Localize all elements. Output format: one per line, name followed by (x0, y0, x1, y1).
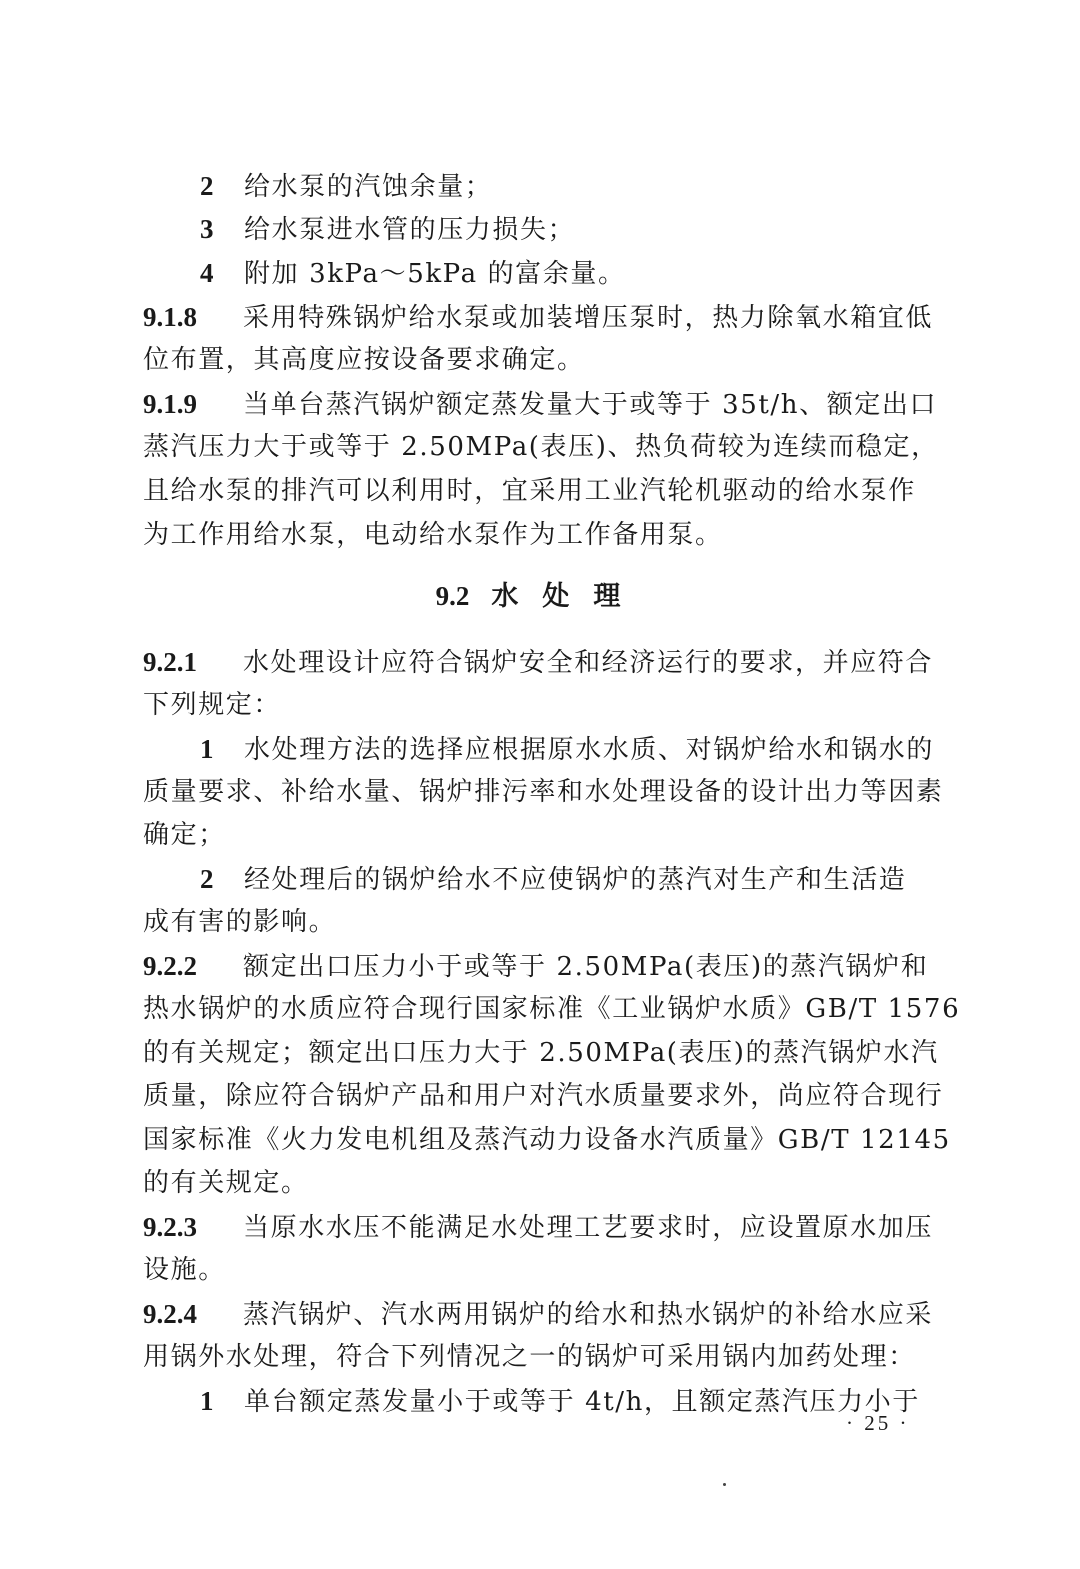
clause-number: 9.1.8 (143, 302, 197, 332)
clause-number: 9.2.1 (143, 647, 197, 677)
clause-number: 9.2.2 (143, 951, 197, 981)
item-number: 1 (200, 734, 214, 764)
clause-continuation (143, 818, 949, 852)
clause-text: 蒸汽锅炉、汽水两用锅炉的给水和热水锅炉的补给水应采 (243, 1300, 934, 1330)
clause-text: 蒸汽压力大于或等于 2.50MPa(表压)、热负荷较为连续而稳定， (143, 432, 939, 462)
clause-number: 9.2.4 (143, 1299, 197, 1329)
clause-continuation (143, 992, 961, 1026)
clause-text: 质量，除应符合锅炉产品和用户对汽水质量要求外，尚应符合现行 (143, 1081, 944, 1111)
clause-continuation (143, 474, 949, 508)
clause-continuation (143, 343, 949, 377)
clause-line (143, 1297, 949, 1332)
list-item (200, 212, 949, 247)
clause-continuation (143, 688, 949, 722)
list-item (200, 1384, 949, 1419)
clause-text: 确定； (143, 820, 226, 850)
clause-continuation (143, 1123, 949, 1157)
item-text: 水处理方法的选择应根据原水水质、对锅炉给水和锅水的 (244, 735, 935, 765)
clause-text: 的有关规定。 (143, 1168, 309, 1198)
section-title: 水处理 (491, 581, 645, 612)
section-heading (0, 579, 1080, 614)
clause-continuation (143, 905, 949, 939)
clause-continuation (143, 1166, 949, 1200)
page-number: · 25 · (846, 1411, 910, 1435)
clause-text: 水处理设计应符合锅炉安全和经济运行的要求，并应符合 (243, 648, 934, 678)
item-text: 附加 3kPa～5kPa 的富余量。 (244, 259, 626, 289)
clause-text: 当原水水压不能满足水处理工艺要求时，应设置原水加压 (243, 1213, 934, 1243)
clause-line (143, 949, 949, 984)
clause-continuation (143, 1079, 949, 1113)
item-number: 3 (200, 214, 214, 244)
clause-continuation (143, 430, 949, 464)
clause-text: 的有关规定；额定出口压力大于 2.50MPa(表压)的蒸汽锅炉水汽 (143, 1038, 939, 1068)
item-number: 4 (200, 258, 214, 288)
clause-continuation (143, 775, 949, 809)
clause-text: 为工作用给水泵，电动给水泵作为工作备用泵。 (143, 520, 723, 550)
clause-text: 当单台蒸汽锅炉额定蒸发量大于或等于 35t/h、额定出口 (243, 390, 938, 420)
clause-text: 设施。 (143, 1255, 226, 1285)
clause-text: 下列规定： (143, 690, 282, 720)
clause-line (143, 300, 949, 335)
clause-continuation (143, 518, 949, 552)
list-item (200, 862, 949, 897)
list-item (200, 256, 949, 291)
clause-text: 成有害的影响。 (143, 907, 337, 937)
section-number: 9.2 (435, 581, 470, 611)
clause-text: 质量要求、补给水量、锅炉排污率和水处理设备的设计出力等因素 (143, 777, 944, 807)
clause-continuation (143, 1253, 949, 1287)
item-number: 1 (200, 1386, 214, 1416)
item-text: 给水泵的汽蚀余量； (244, 172, 493, 202)
item-text: 给水泵进水管的压力损失； (244, 215, 576, 245)
clause-line (143, 645, 949, 680)
scan-speck (723, 1483, 726, 1486)
clause-line (143, 1210, 949, 1245)
clause-number: 9.2.3 (143, 1212, 197, 1242)
item-text: 经处理后的锅炉给水不应使锅炉的蒸汽对生产和生活造 (244, 865, 907, 895)
clause-line (143, 387, 949, 422)
clause-continuation (143, 1036, 949, 1070)
clause-text: 用锅外水处理，符合下列情况之一的锅炉可采用锅内加药处理： (143, 1342, 916, 1372)
list-item (200, 732, 949, 767)
item-number: 2 (200, 864, 214, 894)
list-item (200, 169, 949, 204)
clause-text: 采用特殊锅炉给水泵或加装增压泵时，热力除氧水箱宜低 (243, 303, 934, 333)
clause-text: 额定出口压力小于或等于 2.50MPa(表压)的蒸汽锅炉和 (243, 952, 929, 982)
clause-text: 位布置，其高度应按设备要求确定。 (143, 345, 585, 375)
item-number: 2 (200, 171, 214, 201)
clause-number: 9.1.9 (143, 389, 197, 419)
clause-continuation (143, 1340, 949, 1374)
clause-text: 国家标准《火力发电机组及蒸汽动力设备水汽质量》GB/T 12145 (143, 1125, 951, 1155)
clause-text: 且给水泵的排汽可以利用时，宜采用工业汽轮机驱动的给水泵作 (143, 476, 916, 506)
clause-text: 热水锅炉的水质应符合现行国家标准《工业锅炉水质》GB/T 1576 (143, 994, 961, 1024)
item-text: 单台额定蒸发量小于或等于 4t/h，且额定蒸汽压力小于 (244, 1387, 920, 1417)
